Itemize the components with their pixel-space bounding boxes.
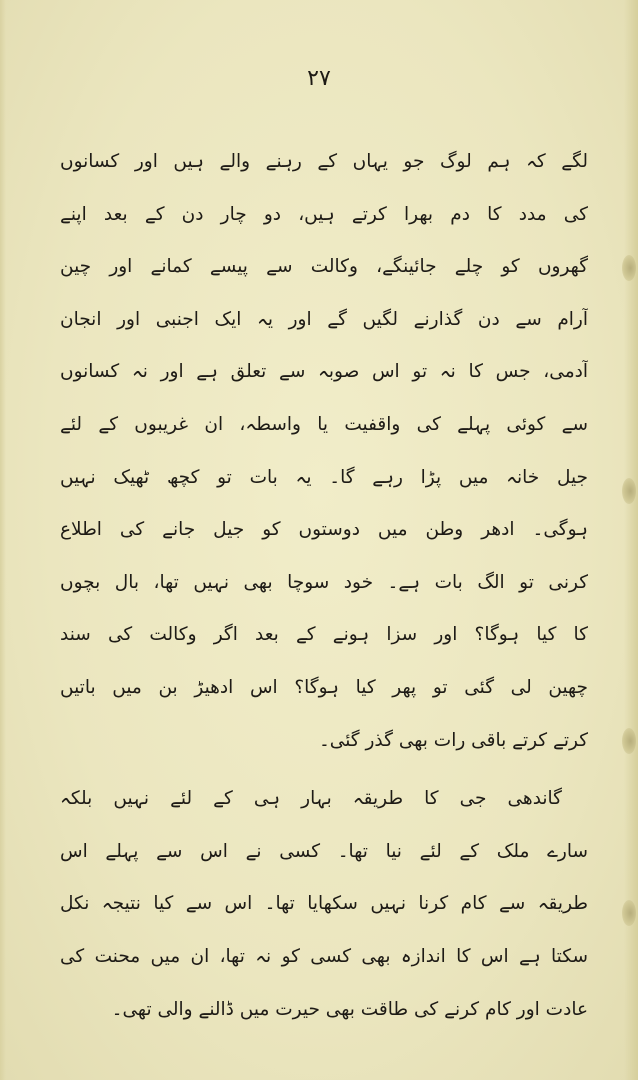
- text-line: آدمی، جس کا نہ تو اس صوبہ سے تعلق ہے اور نہ کسانوں: [60, 361, 588, 383]
- text-line: سے کوئی پہلے کی واقفیت یا واسطہ، ان غریبوں کے لئے: [60, 413, 588, 435]
- text-line: چھین لی گئی تو پھر کیا ہوگا؟ اس ادھیڑ بن میں باتیں: [60, 676, 588, 698]
- page-left-edge-shadow: [0, 0, 6, 1080]
- text-line: کرتے کرتے باقی رات بھی گذر گئی۔: [318, 729, 588, 751]
- text-line: گاندھی جی کا طریقہ بہار ہی کے لئے نہیں بلکہ: [60, 788, 562, 810]
- text-line: کا کیا ہوگا؟ اور سزا ہونے کے بعد اگر وکالت کی سند: [60, 624, 588, 646]
- text-line: طریقہ سے کام کرنا نہیں سکھایا تھا۔ اس سے کیا نتیجہ نکل: [60, 893, 588, 915]
- text-line: سارے ملک کے لئے نیا تھا۔ کسی نے اس سے پہلے اس: [60, 840, 588, 862]
- binding-hole-mark: [622, 900, 636, 926]
- paragraph-2: [60, 773, 588, 1036]
- text-line: عادت اور کام کرنے کی طاقت بھی حیرت میں ڈالنے والی تھی۔: [111, 998, 588, 1020]
- binding-hole-mark: [622, 728, 636, 754]
- text-line: لگے کہ ہم لوگ جو یہاں کے رہنے والے ہیں اور کسانوں: [60, 151, 588, 172]
- text-line: کی مدد کا دم بھرا کرتے ہیں، دو چار دن کے بعد اپنے: [60, 203, 588, 225]
- binding-hole-mark: [622, 255, 636, 281]
- text-line: آرام سے دن گذارنے لگیں گے اور یہ ایک اجنبی اور انجان: [60, 308, 588, 330]
- text-line: گھروں کو چلے جائینگے، وکالت سے پیسے کمانے اور چین: [60, 256, 588, 278]
- text-line: کرنی تو الگ بات ہے۔ خود سوچا بھی نہیں تھا، بال بچوں: [60, 571, 588, 593]
- body-text: [60, 136, 588, 1036]
- text-line: سکتا ہے اس کا اندازہ بھی کسی کو نہ تھا، ان میں محنت کی: [60, 945, 588, 967]
- binding-hole-mark: [622, 478, 636, 504]
- text-line: جیل خانہ میں پڑا رہے گا۔ یہ بات تو کچھ ٹھیک نہیں: [60, 466, 588, 488]
- paragraph-1: [60, 136, 588, 767]
- text-line: ہوگی۔ ادھر وطن میں دوستوں کو جیل جانے کی اطلاع: [60, 519, 588, 541]
- page-number: ۲۷: [307, 66, 331, 91]
